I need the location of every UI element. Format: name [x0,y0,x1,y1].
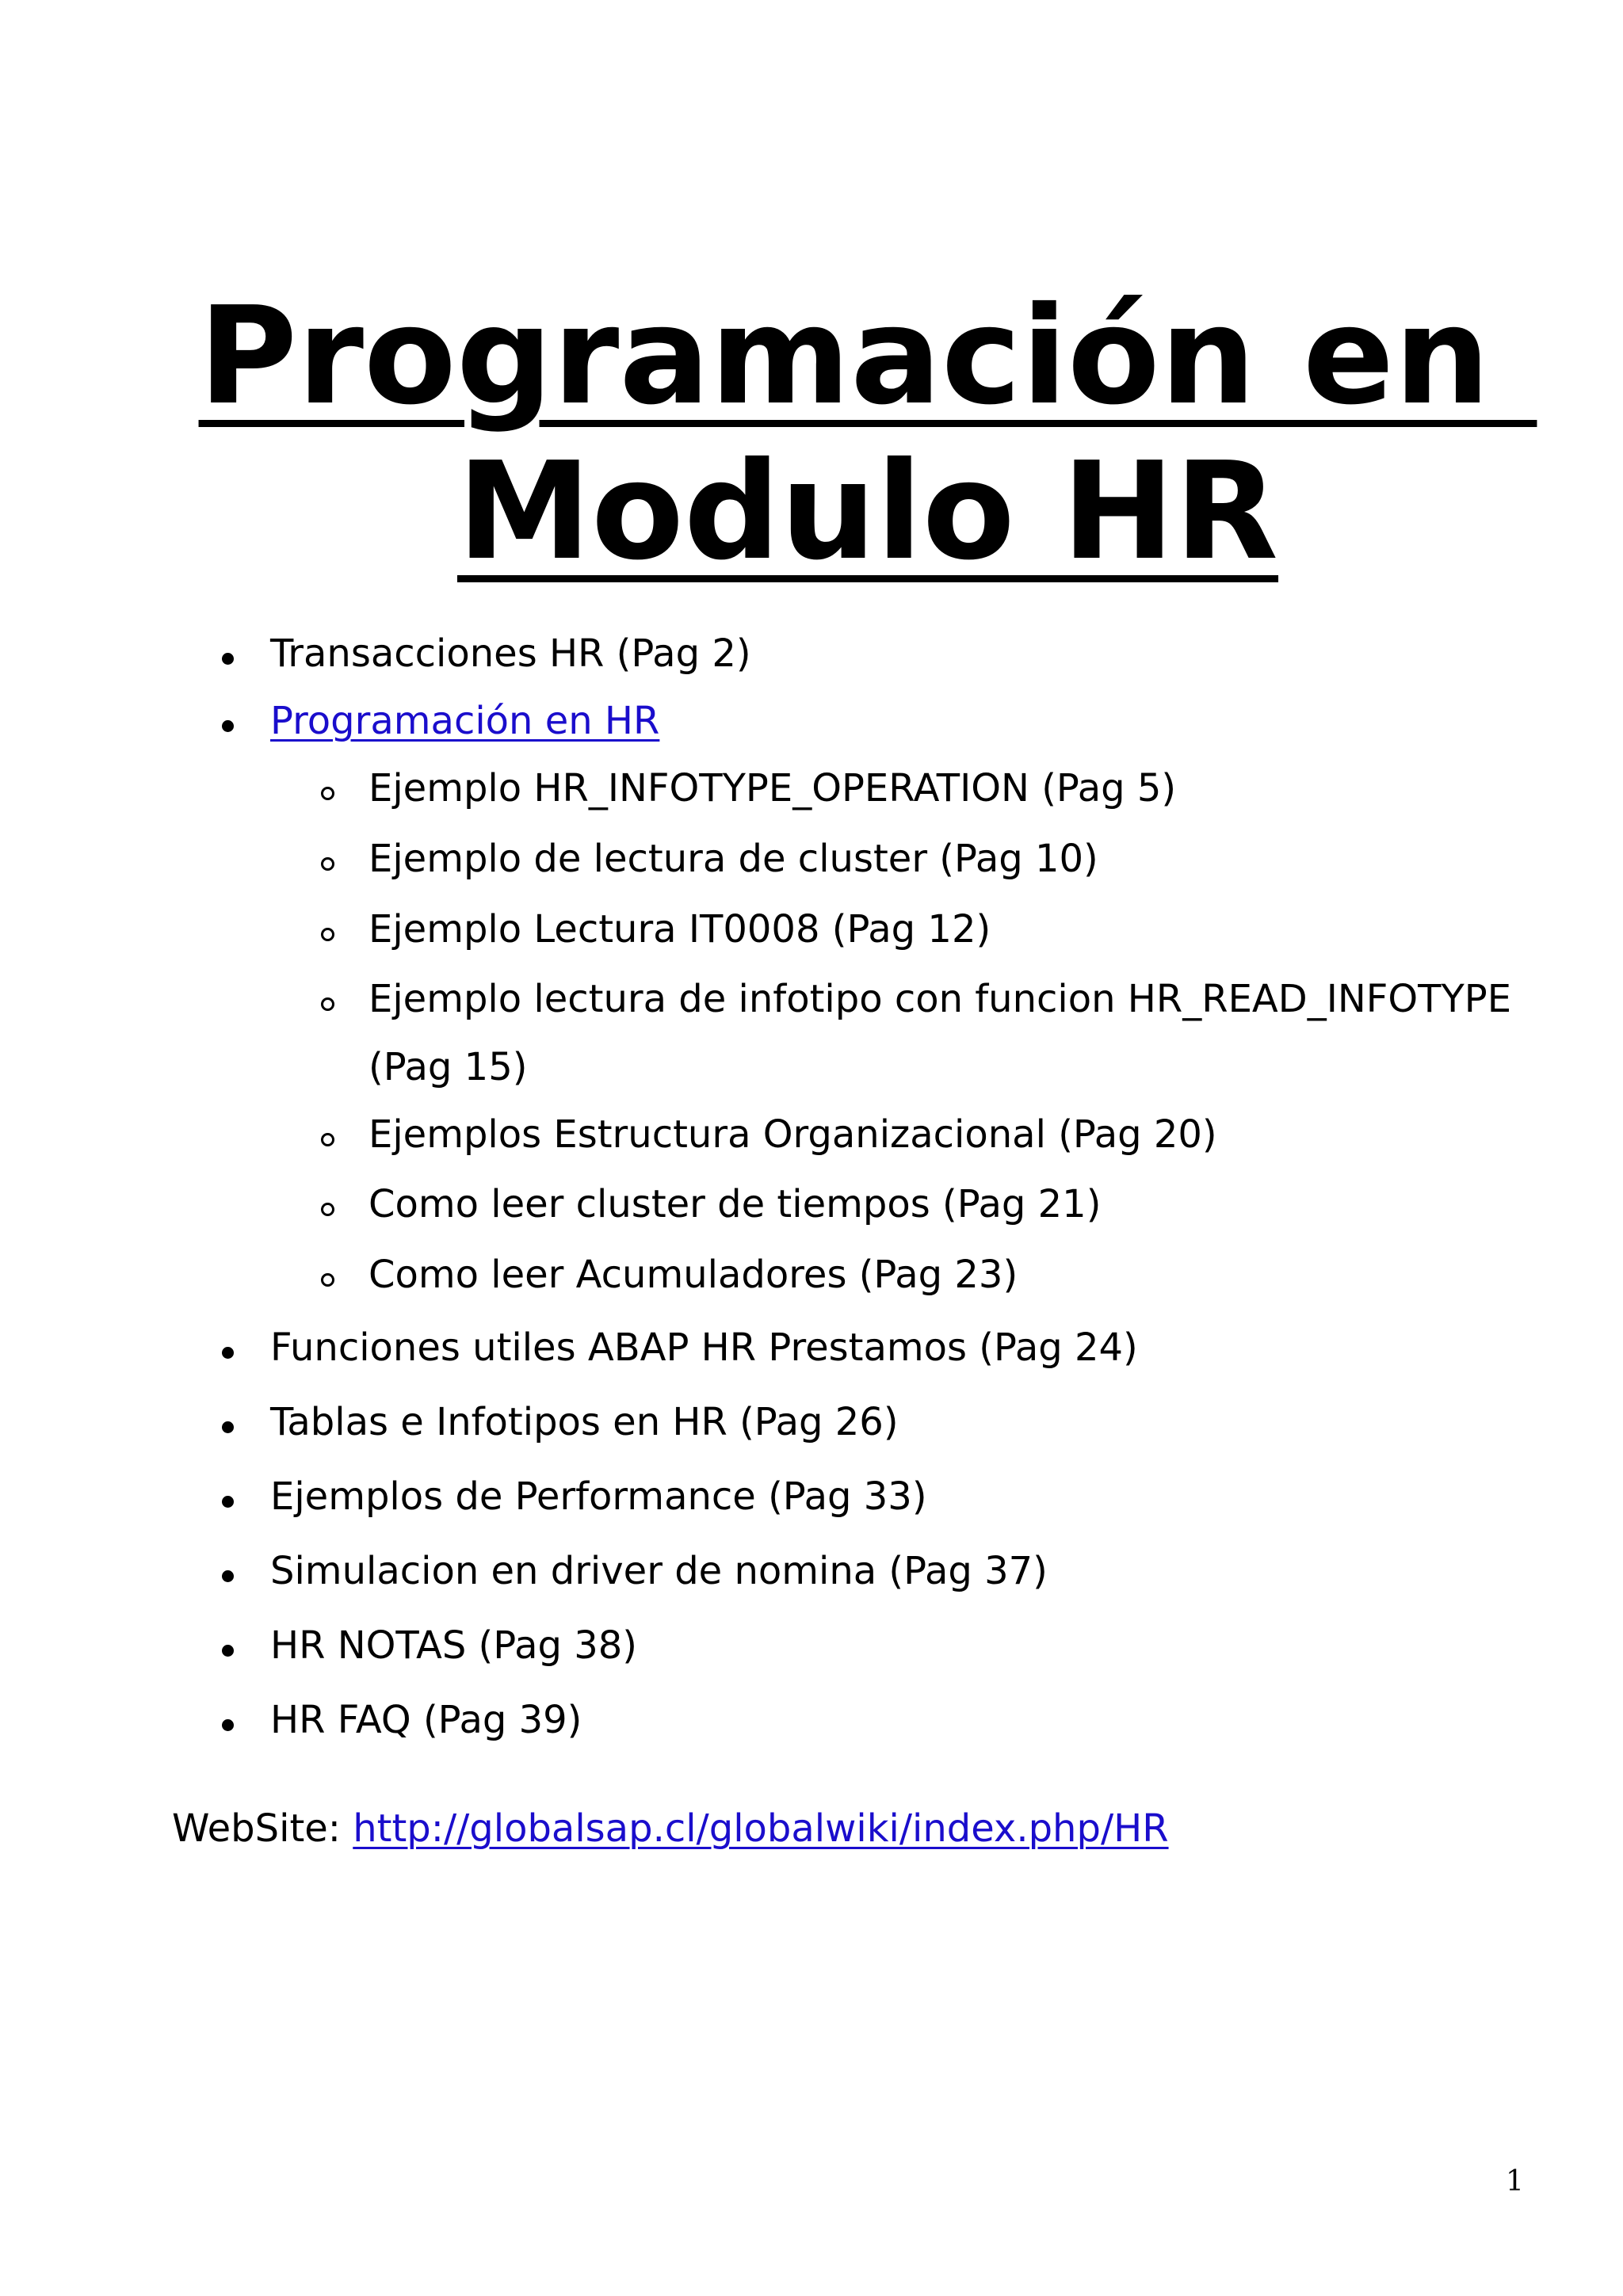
bullet-icon [222,1347,234,1359]
toc-subitem-acumuladores: Como leer Acumuladores (Pag 23) [369,1253,1018,1297]
title-line-2: Modulo HR [456,433,1279,590]
circle-bullet-icon [321,997,334,1011]
toc-subitem-lectura-it0008: Ejemplo Lectura IT0008 (Pag 12) [369,907,991,952]
circle-bullet-icon [321,1273,334,1287]
toc-subitem-cluster-tiempos: Como leer cluster de tiempos (Pag 21) [369,1182,1102,1226]
bullet-icon [222,653,234,665]
circle-bullet-icon [321,1133,334,1146]
page-number: 1 [1506,2165,1524,2198]
toc-item-simulacion: Simulacion en driver de nomina (Pag 37) [270,1549,1048,1593]
toc-item-funciones-utiles: Funciones utiles ABAP HR Prestamos (Pag 24) [270,1325,1138,1370]
toc-item-performance: Ejemplos de Performance (Pag 33) [270,1474,927,1519]
bullet-icon [222,1496,234,1508]
toc-item-programacion [270,697,659,745]
toc-subitem-lectura-cluster: Ejemplo de lectura de cluster (Pag 10) [369,837,1098,881]
bullet-icon [222,720,234,732]
title-line-1: Programación en [198,277,1537,435]
website-label: WebSite: [172,1806,353,1851]
circle-bullet-icon [321,928,334,941]
website-line [172,1805,1169,1852]
programacion-en-hr-link[interactable]: Programación en HR [270,699,660,743]
toc-item-hr-notas: HR NOTAS (Pag 38) [270,1623,638,1668]
circle-bullet-icon [321,857,334,871]
toc-item-transacciones: Transacciones HR (Pag 2) [270,631,751,676]
bullet-icon [222,1570,234,1582]
bullet-icon [222,1719,234,1731]
circle-bullet-icon [321,787,334,800]
toc-subitem-read-infotype: Ejemplo lectura de infotipo con funcion HR_READ_INFOTYPE [369,977,1512,1021]
toc-subitem-infotype-operation: Ejemplo HR_INFOTYPE_OPERATION (Pag 5) [369,766,1177,810]
website-url-link[interactable]: http://globalsap.cl/globalwiki/index.php/HR [353,1806,1169,1851]
toc-item-hr-faq: HR FAQ (Pag 39) [270,1698,582,1742]
bullet-icon [222,1645,234,1657]
toc-item-tablas-infotipos: Tablas e Infotipos en HR (Pag 26) [270,1400,899,1444]
circle-bullet-icon [321,1203,334,1216]
bullet-icon [222,1421,234,1433]
page-title [0,279,1623,589]
toc-subitem-read-infotype-cont: (Pag 15) [369,1045,528,1089]
toc-subitem-estructura-organizacional: Ejemplos Estructura Organizacional (Pag 20) [369,1112,1217,1157]
